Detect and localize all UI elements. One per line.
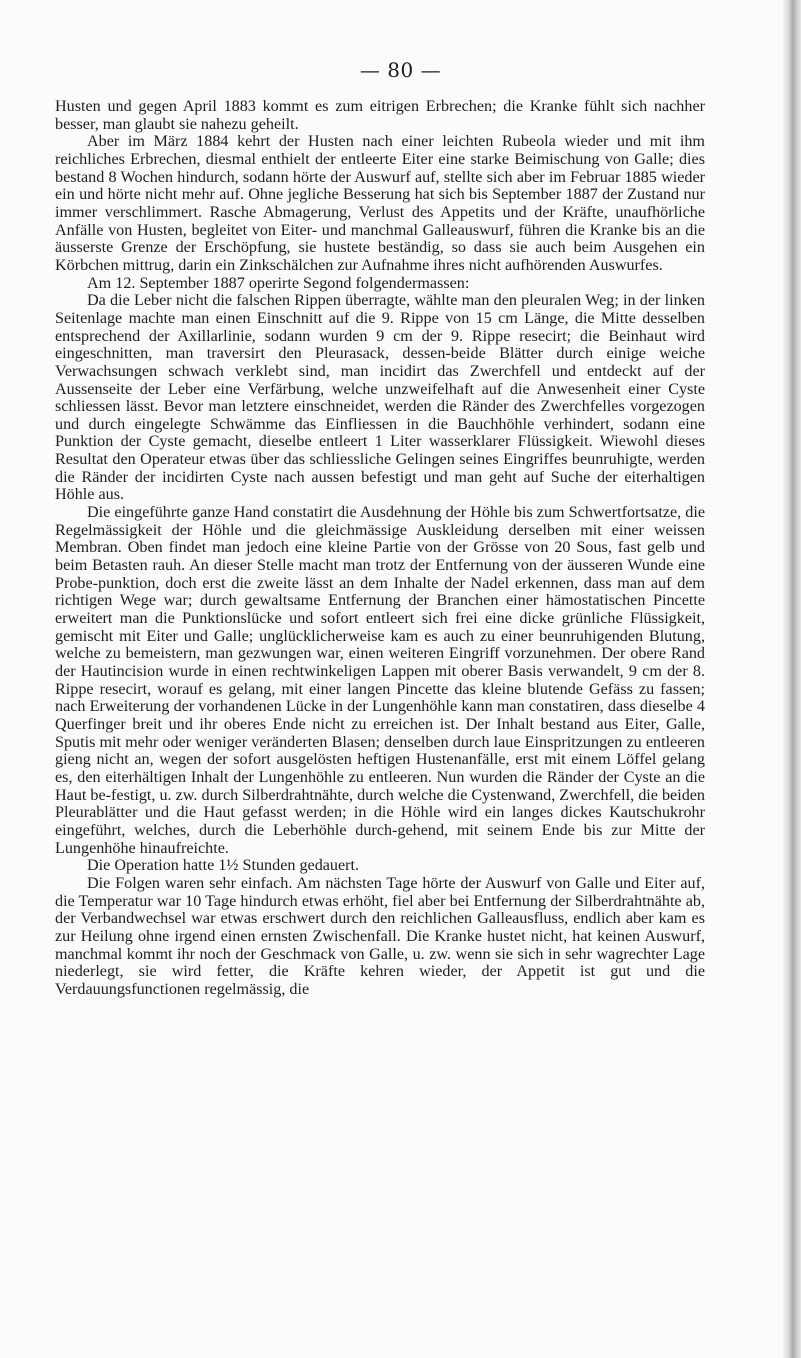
paragraph-3: Am 12. September 1887 operirte Segond folgendermassen: (87, 274, 470, 292)
page-number: — 80 — (359, 58, 442, 82)
body-text (55, 98, 705, 998)
paragraph-7: Die Folgen waren sehr einfach. Am nächsten Tage hörte der Auswurf von Galle und Eiter auf, die Temperatur war 10 Tage hindurch etwas erhöht, fiel aber bei Entfernung der Silberdrahtnähte ab, der Verbandwechsel war etwas erschwert durch den reichlichen Galleausfluss, endlich aber kam es zur Heilung ohne irgend einen ernsten Zwischenfall. Die Kranke hustet nicht, hat keinen Auswurf, manchmal kommt ihr noch der Geschmack von Galle, u. zw. wenn sie sich in sehr wagrechter Lage niederlegt, sie wird fetter, die Kräfte kehren wieder, der Appetit ist gut und die Verdauungsfunctionen regelmässig, die (55, 874, 705, 998)
paragraph-4: Da die Leber nicht die falschen Rippen überragte, wählte man den pleuralen Weg; in der linken Seitenlage machte man einen Einschnitt auf die 9. Rippe von 15 cm Länge, die Mitte desselben entsprechend der Axillarlinie, sodann wurden 9 cm der 9. Rippe resecirt; die Beinhaut wird eingeschnitten, man traversirt den Pleurasack, dessen-beide Blätter durch einige weiche Verwachsungen schwach verklebt sind, man incidirt das Zwerchfell und entdeckt auf der Aussenseite der Leber eine Verfärbung, welche unzweifelhaft auf die Anwesenheit einer Cyste schliessen lässt. Bevor man letztere einschneidet, werden die Ränder des Zwerchfelles vorgezogen und durch eingelegte Schwämme das Einfliessen in die Bauchhöhle verhindert, sodann eine Punktion der Cyste gemacht, dieselbe entleert 1 Liter wasserklarer Flüssigkeit. Wiewohl dieses Resultat den Operateur etwas über das schliessliche Gelingen seines Eingriffes beunruhigte, werden die Ränder der incidirten Cyste nach aussen befestigt und man geht auf Suche der eiterhaltigen Höhle aus. (55, 292, 705, 504)
paragraph-2: Aber im März 1884 kehrt der Husten nach einer leichten Rubeola wieder und mit ihm reichliches Erbrechen, diesmal enthielt der entleerte Eiter eine starke Beimischung von Galle; dies bestand 8 Wochen hindurch, sodann hörte der Auswurf auf, stellte sich aber im Februar 1885 wieder ein und hörte nicht mehr auf. Ohne jegliche Besserung hat sich bis September 1887 der Zustand nur immer verschlimmert. Rasche Abmagerung, Verlust des Appetits und der Kräfte, unaufhörliche Anfälle von Husten, begleitet von Eiter- und manchmal Galleauswurf, führen die Kranke bis an die äusserste Grenze der Erschöpfung, sie hustete beständig, so dass sie auch beim Ausgehen ein Körbchen mittrug, darin ein Zinkschälchen zur Aufnahme ihres nicht aufhörenden Auswurfes. (55, 133, 705, 274)
paragraph-6: Die Operation hatte 1½ Stunden gedauert. (87, 857, 360, 875)
paragraph-1: Husten und gegen April 1883 kommt es zum eitrigen Erbrechen; die Kranke fühlt sich nachher besser, man glaubt sie nahezu geheilt. (55, 98, 705, 133)
paragraph-5: Die eingeführte ganze Hand constatirt die Ausdehnung der Höhle bis zum Schwertfortsatze, die Regelmässigkeit der Höhle und die gleichmässige Auskleidung derselben mit einer weissen Membran. Oben findet man jedoch eine kleine Partie von der Grösse von 20 Sous, fast gelb und beim Betasten rauh. An dieser Stelle macht man trotz der Entfernung von der äusseren Wunde eine Probe-punktion, doch erst die zweite lässt an dem Inhalte der Nadel erkennen, dass man auf dem richtigen Wege war; durch gewaltsame Entfernung der Branchen einer hämostatischen Pincette erweitert man die Punktionslücke und sofort entleert sich frei eine dicke grünliche Flüssigkeit, gemischt mit Eiter und Galle; unglücklicherweise kam es auch zu einer beunruhigenden Blutung, welche zu bemeistern, man gezwungen war, einen weiteren Eingriff vorzunehmen. Der obere Rand der Hautincision wurde in einen rechtwinkeligen Lappen mit oberer Basis verwandelt, 9 cm der 8. Rippe resecirt, worauf es gelang, mit einer langen Pincette das kleine blutende Gefäss zu fassen; nach Erweiterung der vorhandenen Lücke in der Lungenhöhle kann man constatiren, dass dieselbe 4 Querfinger breit und ihr oberes Ende nicht zu erreichen ist. Der Inhalt bestand aus Eiter, Galle, Sputis mit mehr oder weniger veränderten Blasen; denselben durch laue Einspritzungen zu entleeren gieng nicht an, wegen der sofort ausgelösten heftigen Hustenanfälle, erst mit einem Löffel gelang es, den eiterhältigen Inhalt der Lungenhöhle zu entleeren. Nun wurden die Ränder der Cyste an die Haut be-festigt, u. zw. durch Silberdrahtnähte, durch welche die Cystenwand, Zwerchfell, die beiden Pleurablätter und die Haut gefasst werden; in die Höhle wird ein langes dickes Kautschukrohr eingeführt, welches, durch die Leberhöhle durch-gehend, mit seinem Ende bis zur Mitte der Lungenhöhe hinaufreichte. (55, 504, 705, 857)
page-edge-shadow (783, 0, 801, 1358)
